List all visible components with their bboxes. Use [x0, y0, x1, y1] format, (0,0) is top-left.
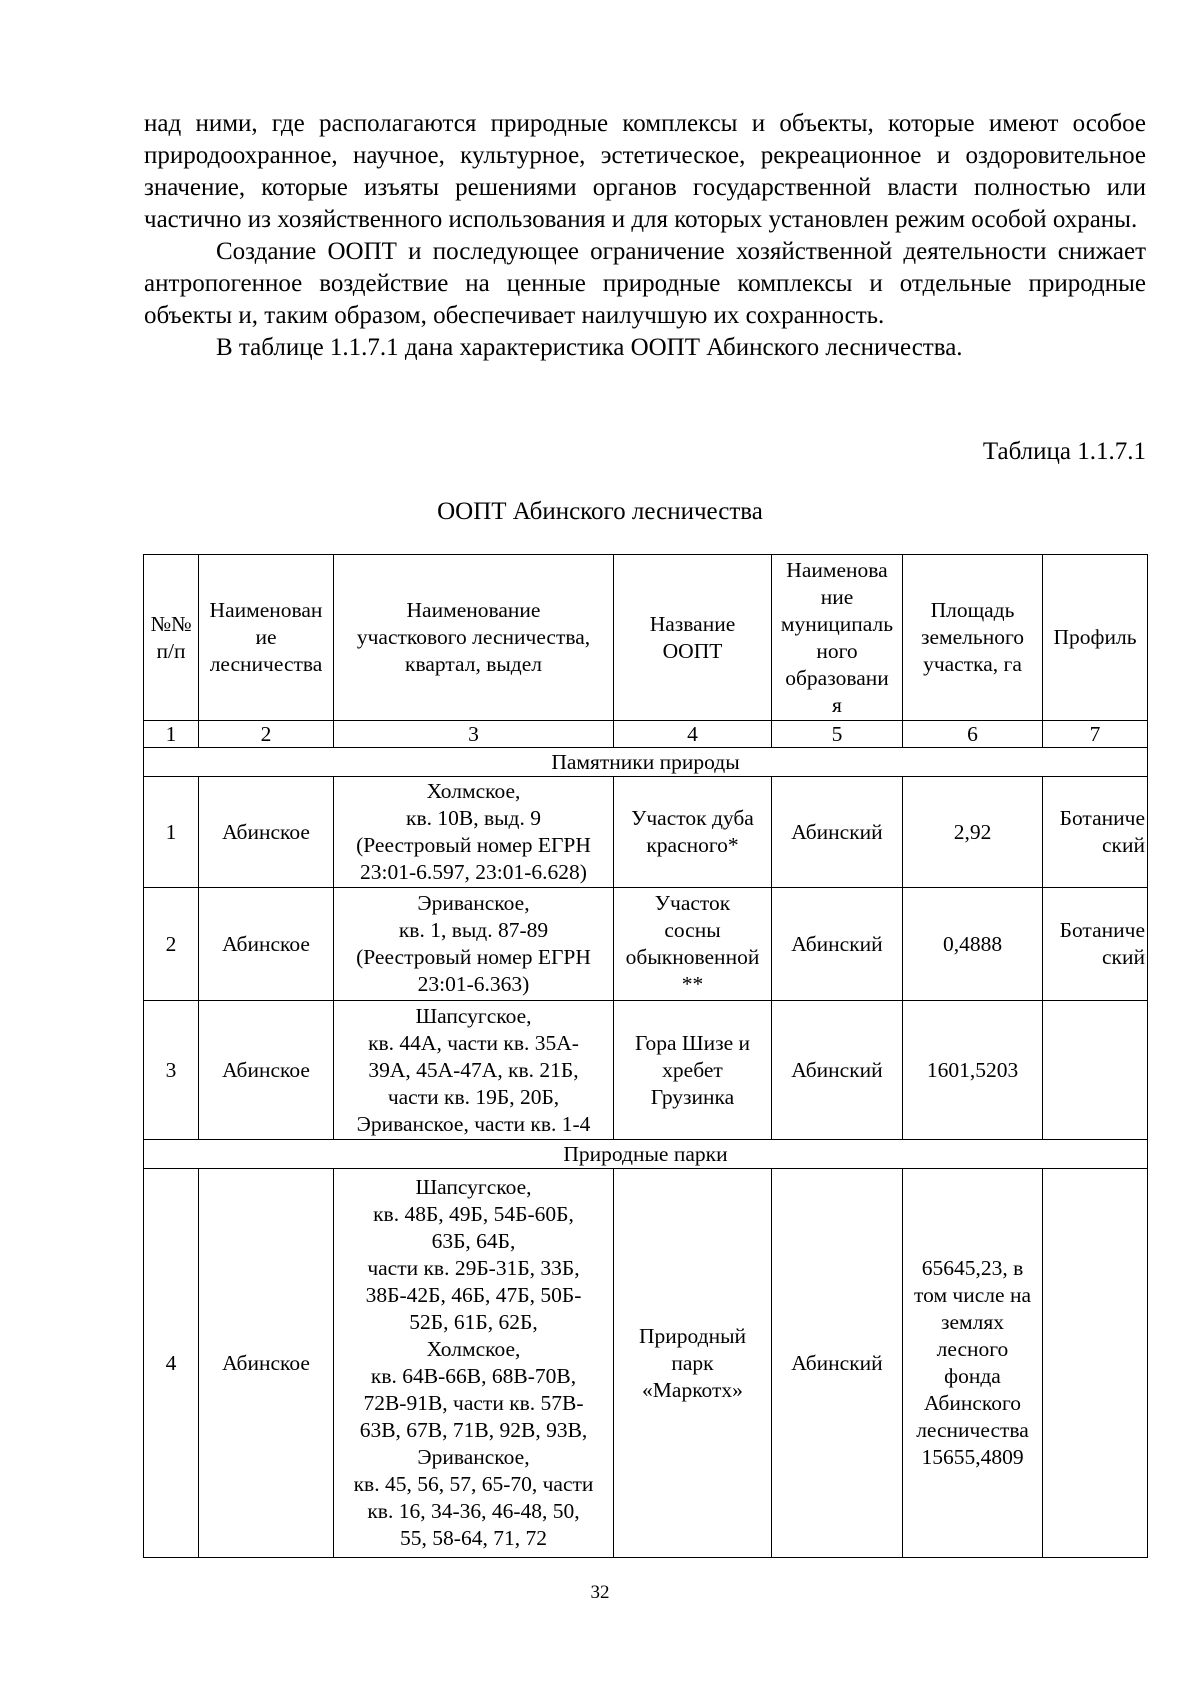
location-cell: Шапсугское, кв. 48Б, 49Б, 54Б-60Б, 63Б, 64Б, части кв. 29Б-31Б, 33Б, 38Б-42Б, 46Б, 47Б, 50Б- 52Б, 61Б, 62Б, Холмское, кв. 64В-66В, 68В-70В, 72В-91В, части кв. 57В- 63В, 67В, 71В, 92В, 93В, Эриванское, кв. 45, 56, 57, 65-70, части кв. 16, 34-36, 46-48, 50, 55, 58-64, 71, 72	[334, 1169, 614, 1558]
column-number-row	[144, 721, 1148, 748]
location-cell: Холмское, кв. 10В, выд. 9 (Реестровый номер ЕГРН 23:01-6.597, 23:01-6.628)	[334, 777, 614, 888]
oopt-table	[143, 554, 1148, 1558]
section-row	[144, 748, 1148, 777]
forestry-cell: Абинское	[199, 888, 334, 1001]
municipality-cell: Абинский	[772, 888, 903, 1001]
column-number: 5	[772, 721, 903, 748]
header-cell: Название ООПТ	[614, 555, 772, 721]
area-cell: 2,92	[903, 777, 1043, 888]
location-cell: Эриванское, кв. 1, выд. 87-89 (Реестровый номер ЕГРН 23:01-6.363)	[334, 888, 614, 1001]
row-number: 1	[144, 777, 199, 888]
header-cell: Наименован ие лесничества	[199, 555, 334, 721]
paragraph-2: Создание ООПТ и последующее ограничение хозяйственной деятельности снижает антропогенное воздействие на ценные природные комплексы и отдельные природные объекты и, таким образом, обеспечивает наилучшую их сохранность.	[144, 238, 1146, 329]
paragraph-1: над ними, где располагаются природные комплексы и объекты, которые имеют особое природоохранное, научное, культурное, эстетическое, рекреационное и оздоровительное значение, которые изъяты решениями органов государственной власти полностью или частично из хозяйственного использования и для которых установлен режим особой охраны.	[144, 110, 1146, 233]
section-row	[144, 1140, 1148, 1169]
section-title: Природные парки	[144, 1140, 1148, 1169]
column-number: 1	[144, 721, 199, 748]
header-cell: Наименова ние муниципаль ного образовани я	[772, 555, 903, 721]
area-cell: 1601,5203	[903, 1001, 1043, 1140]
header-cell: Наименование участкового лесничества, квартал, выдел	[334, 555, 614, 721]
oopt-name-cell: Участок дуба красного*	[614, 777, 772, 888]
oopt-name-cell: Гора Шизе и хребет Грузинка	[614, 1001, 772, 1140]
table-row	[144, 777, 1148, 888]
location-cell: Шапсугское, кв. 44А, части кв. 35А- 39А, 45А-47А, кв. 21Б, части кв. 19Б, 20Б, Эриванское, части кв. 1-4	[334, 1001, 614, 1140]
column-number: 7	[1043, 721, 1148, 748]
area-cell: 65645,23, в том числе на землях лесного фонда Абинского лесничества 15655,4809	[903, 1169, 1043, 1558]
table-row	[144, 888, 1148, 1001]
area-cell: 0,4888	[903, 888, 1043, 1001]
row-number: 4	[144, 1169, 199, 1558]
page-number: 32	[590, 1582, 610, 1603]
forestry-cell: Абинское	[199, 1001, 334, 1140]
column-number: 3	[334, 721, 614, 748]
table-header-row	[144, 555, 1148, 721]
profile-cell	[1043, 1001, 1148, 1140]
oopt-name-cell: Природный парк «Маркотх»	[614, 1169, 772, 1558]
table-caption-number: Таблица 1.1.7.1	[982, 438, 1146, 465]
section-title: Памятники природы	[144, 748, 1148, 777]
body-text	[144, 108, 1146, 364]
header-cell: №№ п/п	[144, 555, 199, 721]
forestry-cell: Абинское	[199, 1169, 334, 1558]
header-cell: Площадь земельного участка, га	[903, 555, 1043, 721]
table-title: ООПТ Абинского лесничества	[437, 498, 763, 525]
profile-cell	[1043, 1169, 1148, 1558]
column-number: 4	[614, 721, 772, 748]
header-cell: Профиль	[1043, 555, 1148, 721]
table-row	[144, 1001, 1148, 1140]
forestry-cell: Абинское	[199, 777, 334, 888]
row-number: 3	[144, 1001, 199, 1140]
municipality-cell: Абинский	[772, 777, 903, 888]
municipality-cell: Абинский	[772, 1169, 903, 1558]
profile-cell: Ботаниче ский	[1043, 777, 1148, 888]
column-number: 2	[199, 721, 334, 748]
profile-cell: Ботаниче ский	[1043, 888, 1148, 1001]
oopt-name-cell: Участок сосны обыкновенной **	[614, 888, 772, 1001]
table-row	[144, 1169, 1148, 1558]
paragraph-3: В таблице 1.1.7.1 дана характеристика ООПТ Абинского лесничества.	[216, 334, 963, 361]
row-number: 2	[144, 888, 199, 1001]
municipality-cell: Абинский	[772, 1001, 903, 1140]
column-number: 6	[903, 721, 1043, 748]
